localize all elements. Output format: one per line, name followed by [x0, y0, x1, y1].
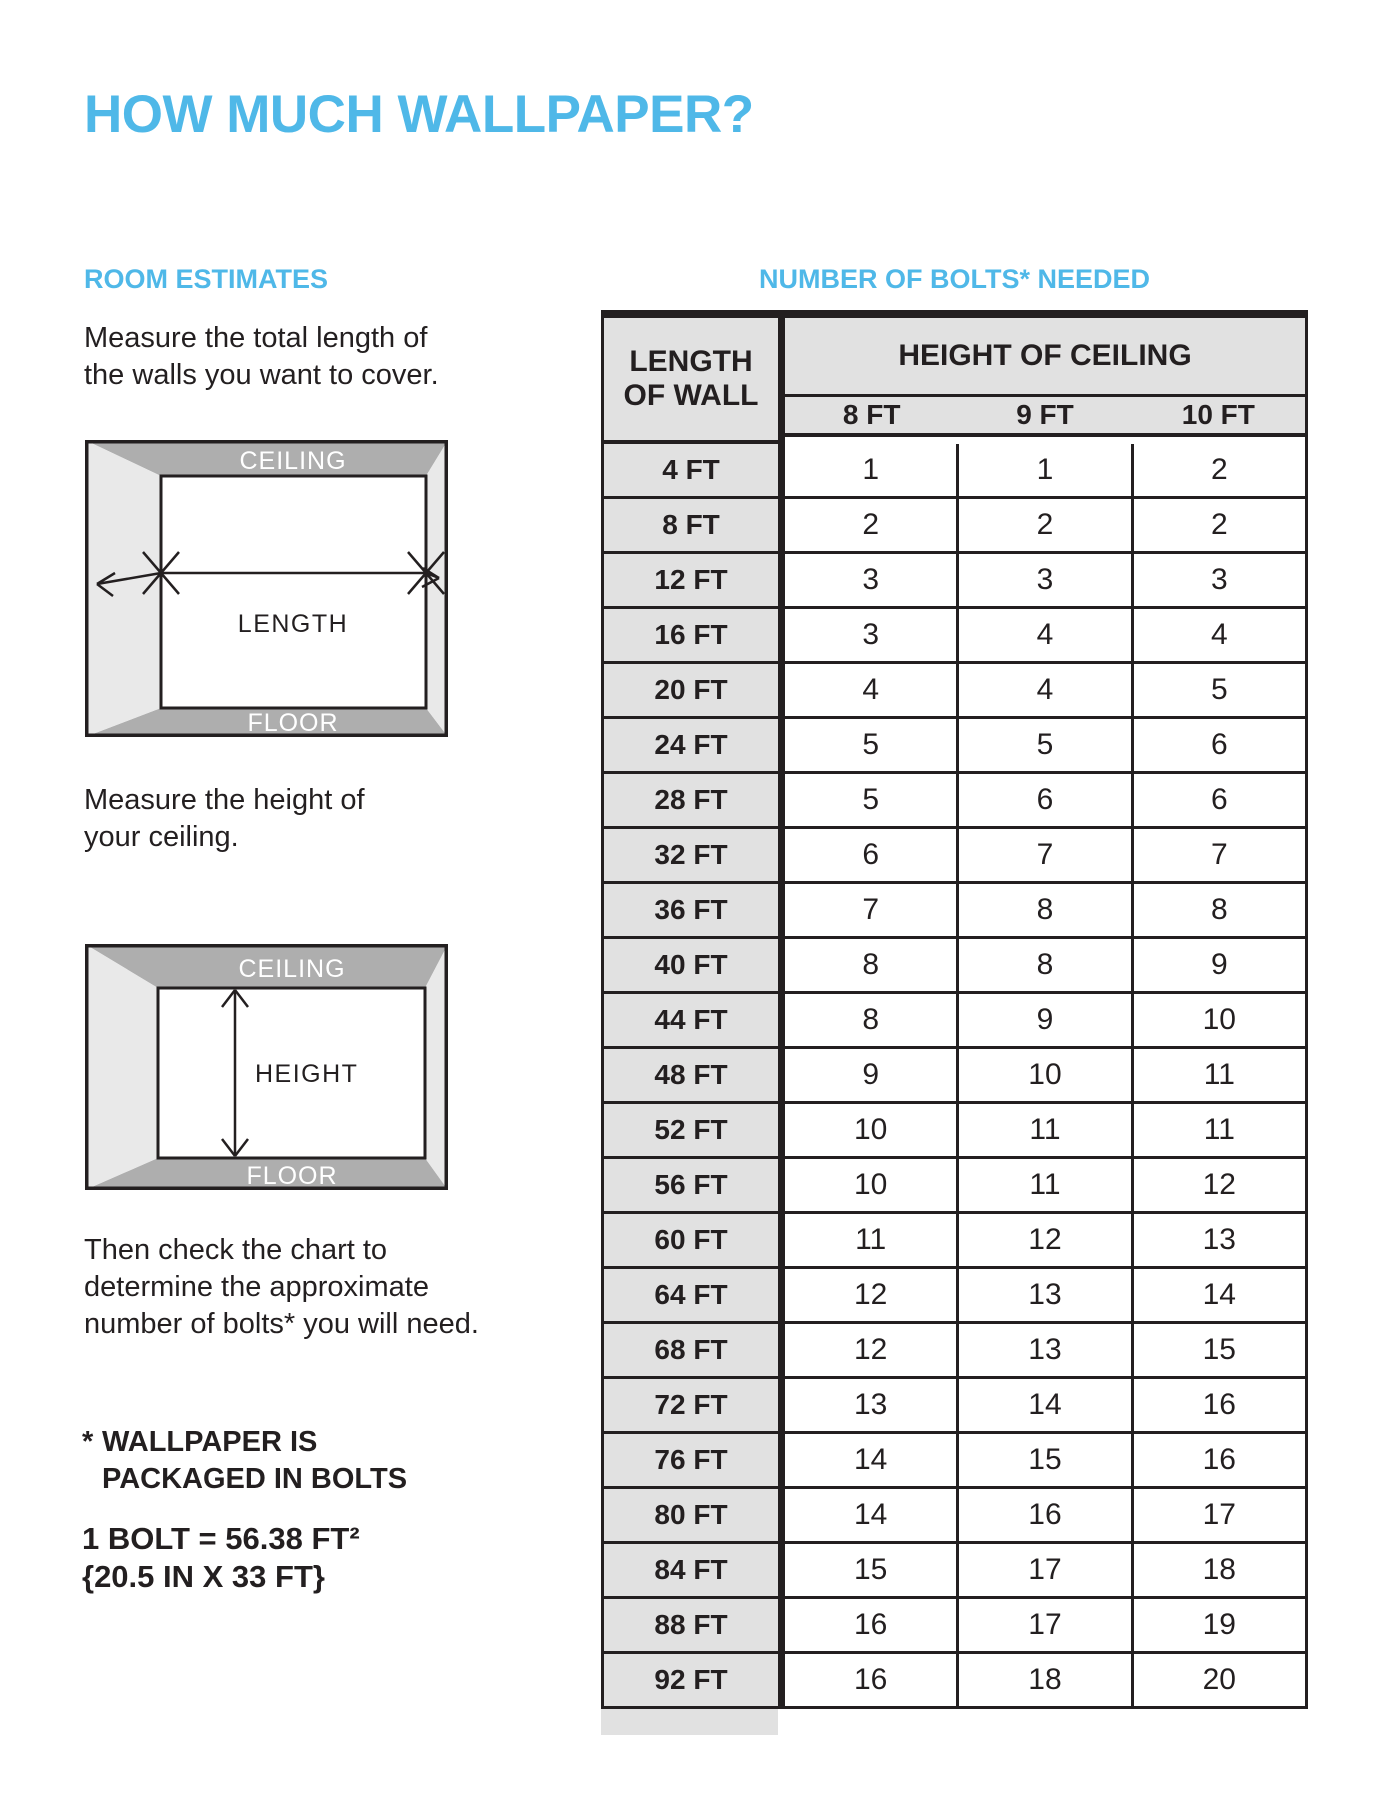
col-header-10ft: 10 FT — [1181, 399, 1255, 430]
step2-line2: your ceiling. — [84, 821, 239, 853]
table-row — [601, 1214, 1308, 1269]
wall-length-cell: 64 FT — [601, 1269, 778, 1324]
col-header-8ft: 8 FT — [842, 399, 901, 430]
bolt-count-8ft-cell: 16 — [785, 1654, 956, 1709]
table-row — [601, 609, 1308, 664]
row-header-line1: LENGTH — [629, 345, 753, 378]
step1-line2: the walls you want to cover. — [84, 359, 439, 391]
bolt-count-8ft-cell: 10 — [785, 1159, 956, 1214]
bolt-count-10ft-cell: 14 — [1131, 1269, 1305, 1324]
table-row — [601, 884, 1308, 939]
bolt-cells — [778, 719, 1308, 774]
bolt-count-8ft-cell: 4 — [785, 664, 956, 719]
wall-length-cell: 24 FT — [601, 719, 778, 774]
room-estimates-heading: ROOM ESTIMATES — [84, 264, 329, 294]
bolt-count-9ft-cell: 13 — [956, 1269, 1130, 1324]
table-row — [601, 1599, 1308, 1654]
bolt-count-10ft-cell: 12 — [1131, 1159, 1305, 1214]
bolt-cells — [778, 829, 1308, 884]
bolt-count-8ft-cell: 1 — [785, 444, 956, 499]
wall-length-cell: 68 FT — [601, 1324, 778, 1379]
wall-length-cell: 76 FT — [601, 1434, 778, 1489]
wall-length-cell: 20 FT — [601, 664, 778, 719]
bolt-count-9ft-cell: 6 — [956, 774, 1130, 829]
step1-line1: Measure the total length of — [84, 322, 428, 354]
left-wall-face — [85, 440, 161, 737]
bolt-count-8ft-cell: 14 — [785, 1434, 956, 1489]
bolt-count-8ft-cell: 8 — [785, 939, 956, 994]
bolt-count-8ft-cell: 7 — [785, 884, 956, 939]
table-row — [601, 1489, 1308, 1544]
wall-length-cell: 80 FT — [601, 1489, 778, 1544]
bolt-count-8ft-cell: 12 — [785, 1324, 956, 1379]
room-height-diagram — [85, 944, 448, 1190]
table-row — [601, 1269, 1308, 1324]
bolt-count-9ft-cell: 3 — [956, 554, 1130, 609]
table-row — [601, 1104, 1308, 1159]
bolt-count-10ft-cell: 7 — [1131, 829, 1305, 884]
wall-length-cell: 52 FT — [601, 1104, 778, 1159]
bolt-count-9ft-cell: 7 — [956, 829, 1130, 884]
wall-length-cell: 44 FT — [601, 994, 778, 1049]
height-label: HEIGHT — [255, 1060, 359, 1088]
group-header-cell: HEIGHT OF CEILING — [785, 318, 1305, 397]
bolt-cells — [778, 1489, 1308, 1544]
bolt-count-8ft-cell: 13 — [785, 1379, 956, 1434]
bolt-count-10ft-cell: 11 — [1131, 1049, 1305, 1104]
bolt-count-9ft-cell: 15 — [956, 1434, 1130, 1489]
bolt-cells — [778, 1049, 1308, 1104]
wall-length-cell: 28 FT — [601, 774, 778, 829]
back-wall-face — [161, 476, 426, 708]
row-header-line2: OF WALL — [623, 379, 759, 412]
wall-length-cell: 16 FT — [601, 609, 778, 664]
table-row — [601, 719, 1308, 774]
wall-length-cell: 88 FT — [601, 1599, 778, 1654]
bolt-count-10ft-cell: 19 — [1131, 1599, 1305, 1654]
step3-text — [84, 1232, 479, 1343]
sub-header-row — [785, 397, 1305, 437]
bolt-size-info — [82, 1520, 360, 1596]
footnote-line2: PACKAGED IN BOLTS — [102, 1463, 408, 1495]
table-row — [601, 1379, 1308, 1434]
bolt-count-8ft-cell: 15 — [785, 1544, 956, 1599]
bolt-count-10ft-cell: 18 — [1131, 1544, 1305, 1599]
bolt-count-9ft-cell: 5 — [956, 719, 1130, 774]
bolt-count-10ft-cell: 2 — [1131, 444, 1305, 499]
bolt-count-9ft-cell: 17 — [956, 1599, 1130, 1654]
bolt-count-9ft-cell: 2 — [956, 499, 1130, 554]
floor-label: FLOOR — [246, 1162, 338, 1190]
bolt-cells — [778, 1159, 1308, 1214]
table-row — [601, 829, 1308, 884]
table-rows — [601, 444, 1308, 1709]
footnote-asterisk: * — [82, 1426, 94, 1458]
bolt-count-9ft-cell: 10 — [956, 1049, 1130, 1104]
bolt-count-8ft-cell: 6 — [785, 829, 956, 884]
bolt-count-9ft-cell: 8 — [956, 884, 1130, 939]
table-row — [601, 1544, 1308, 1599]
bolt-count-9ft-cell: 18 — [956, 1654, 1130, 1709]
table-row — [601, 444, 1308, 499]
bolt-cells — [778, 554, 1308, 609]
wall-length-cell: 32 FT — [601, 829, 778, 884]
bolt-count-9ft-cell: 12 — [956, 1214, 1130, 1269]
table-row — [601, 499, 1308, 554]
bolt-count-8ft-cell: 10 — [785, 1104, 956, 1159]
bolt-count-10ft-cell: 16 — [1131, 1434, 1305, 1489]
bolt-count-8ft-cell: 16 — [785, 1599, 956, 1654]
ceiling-label: CEILING — [239, 447, 347, 475]
bolt-cells — [778, 1379, 1308, 1434]
bolt-count-10ft-cell: 2 — [1131, 499, 1305, 554]
bolt-cells — [778, 1544, 1308, 1599]
bolt-count-8ft-cell: 9 — [785, 1049, 956, 1104]
bolt-count-9ft-cell: 13 — [956, 1324, 1130, 1379]
bolt-count-9ft-cell: 1 — [956, 444, 1130, 499]
bolt-count-9ft-cell: 11 — [956, 1104, 1130, 1159]
bolt-count-8ft-cell: 11 — [785, 1214, 956, 1269]
wall-length-cell: 48 FT — [601, 1049, 778, 1104]
bolt-cells — [778, 1434, 1308, 1489]
bolt-count-10ft-cell: 10 — [1131, 994, 1305, 1049]
table-row — [601, 1049, 1308, 1104]
bolt-count-10ft-cell: 13 — [1131, 1214, 1305, 1269]
step3-line1: Then check the chart to — [84, 1234, 388, 1266]
step2-text — [84, 782, 365, 856]
bolt-count-9ft-cell: 4 — [956, 609, 1130, 664]
bolt-cells — [778, 444, 1308, 499]
bolt-cells — [778, 1269, 1308, 1324]
bolt-count-8ft-cell: 3 — [785, 554, 956, 609]
wall-length-cell: 8 FT — [601, 499, 778, 554]
bolt-count-8ft-cell: 3 — [785, 609, 956, 664]
bolt-count-8ft-cell: 5 — [785, 774, 956, 829]
bolt-cells — [778, 664, 1308, 719]
bolt-count-9ft-cell: 14 — [956, 1379, 1130, 1434]
bolt-size-line2: {20.5 IN X 33 FT} — [82, 1559, 325, 1594]
bolt-cells — [778, 774, 1308, 829]
table-row — [601, 1434, 1308, 1489]
bolt-count-10ft-cell: 17 — [1131, 1489, 1305, 1544]
wall-length-cell: 60 FT — [601, 1214, 778, 1269]
table-row — [601, 554, 1308, 609]
row-header-cell — [601, 318, 778, 444]
bolt-count-8ft-cell: 14 — [785, 1489, 956, 1544]
wall-length-cell: 36 FT — [601, 884, 778, 939]
bolt-count-8ft-cell: 2 — [785, 499, 956, 554]
ceiling-label: CEILING — [238, 955, 346, 983]
room-length-diagram — [85, 440, 448, 737]
bolt-size-line1: 1 BOLT = 56.38 FT² — [82, 1521, 360, 1556]
bolt-count-10ft-cell: 6 — [1131, 774, 1305, 829]
bolt-cells — [778, 1654, 1308, 1709]
table-row — [601, 1324, 1308, 1379]
bolt-count-10ft-cell: 15 — [1131, 1324, 1305, 1379]
bolt-cells — [778, 1324, 1308, 1379]
step3-line2: determine the approximate — [84, 1271, 429, 1303]
bolt-cells — [778, 994, 1308, 1049]
wall-length-cell: 4 FT — [601, 444, 778, 499]
bolt-count-8ft-cell: 12 — [785, 1269, 956, 1324]
bolt-count-10ft-cell: 6 — [1131, 719, 1305, 774]
bolt-cells — [778, 1214, 1308, 1269]
wall-length-cell: 56 FT — [601, 1159, 778, 1214]
bolts-needed-heading: NUMBER OF BOLTS* NEEDED — [758, 264, 1150, 294]
bolts-footnote — [82, 1424, 407, 1498]
bolt-count-10ft-cell: 3 — [1131, 554, 1305, 609]
bolt-cells — [778, 1104, 1308, 1159]
table-row — [601, 994, 1308, 1049]
bolt-count-9ft-cell: 9 — [956, 994, 1130, 1049]
step3-line3: number of bolts* you will need. — [84, 1308, 479, 1340]
table-row — [601, 774, 1308, 829]
bolt-cells — [778, 499, 1308, 554]
column-header-group — [778, 318, 1308, 444]
wall-length-cell: 40 FT — [601, 939, 778, 994]
bolt-cells — [778, 884, 1308, 939]
wall-length-cell: 84 FT — [601, 1544, 778, 1599]
bolt-count-9ft-cell: 11 — [956, 1159, 1130, 1214]
bolt-count-10ft-cell: 20 — [1131, 1654, 1305, 1709]
length-label: LENGTH — [237, 610, 349, 638]
bolt-count-8ft-cell: 5 — [785, 719, 956, 774]
wall-length-cell: 72 FT — [601, 1379, 778, 1434]
bolt-cells — [778, 609, 1308, 664]
page-title: HOW MUCH WALLPAPER? — [84, 85, 754, 144]
footnote-line1: WALLPAPER IS — [102, 1426, 318, 1458]
step1-text — [84, 320, 439, 394]
bolt-count-9ft-cell: 17 — [956, 1544, 1130, 1599]
wall-length-cell: 92 FT — [601, 1654, 778, 1709]
bolt-count-9ft-cell: 8 — [956, 939, 1130, 994]
bolt-count-8ft-cell: 8 — [785, 994, 956, 1049]
bolt-count-10ft-cell: 9 — [1131, 939, 1305, 994]
bolt-count-10ft-cell: 5 — [1131, 664, 1305, 719]
table-row — [601, 1654, 1308, 1709]
wall-length-cell: 12 FT — [601, 554, 778, 609]
bolts-table — [601, 310, 1308, 1735]
step2-line1: Measure the height of — [84, 784, 365, 816]
bolt-count-9ft-cell: 4 — [956, 664, 1130, 719]
bolt-count-10ft-cell: 11 — [1131, 1104, 1305, 1159]
col-header-9ft: 9 FT — [1016, 399, 1074, 430]
table-tail-strip — [601, 1709, 778, 1735]
bolt-count-9ft-cell: 16 — [956, 1489, 1130, 1544]
bolt-cells — [778, 939, 1308, 994]
floor-label: FLOOR — [247, 709, 339, 737]
table-row — [601, 1159, 1308, 1214]
bolt-count-10ft-cell: 8 — [1131, 884, 1305, 939]
table-header — [601, 318, 1308, 444]
bolt-count-10ft-cell: 4 — [1131, 609, 1305, 664]
table-top-border — [601, 310, 1308, 318]
table-row — [601, 664, 1308, 719]
table-row — [601, 939, 1308, 994]
bolt-cells — [778, 1599, 1308, 1654]
bolt-count-10ft-cell: 16 — [1131, 1379, 1305, 1434]
